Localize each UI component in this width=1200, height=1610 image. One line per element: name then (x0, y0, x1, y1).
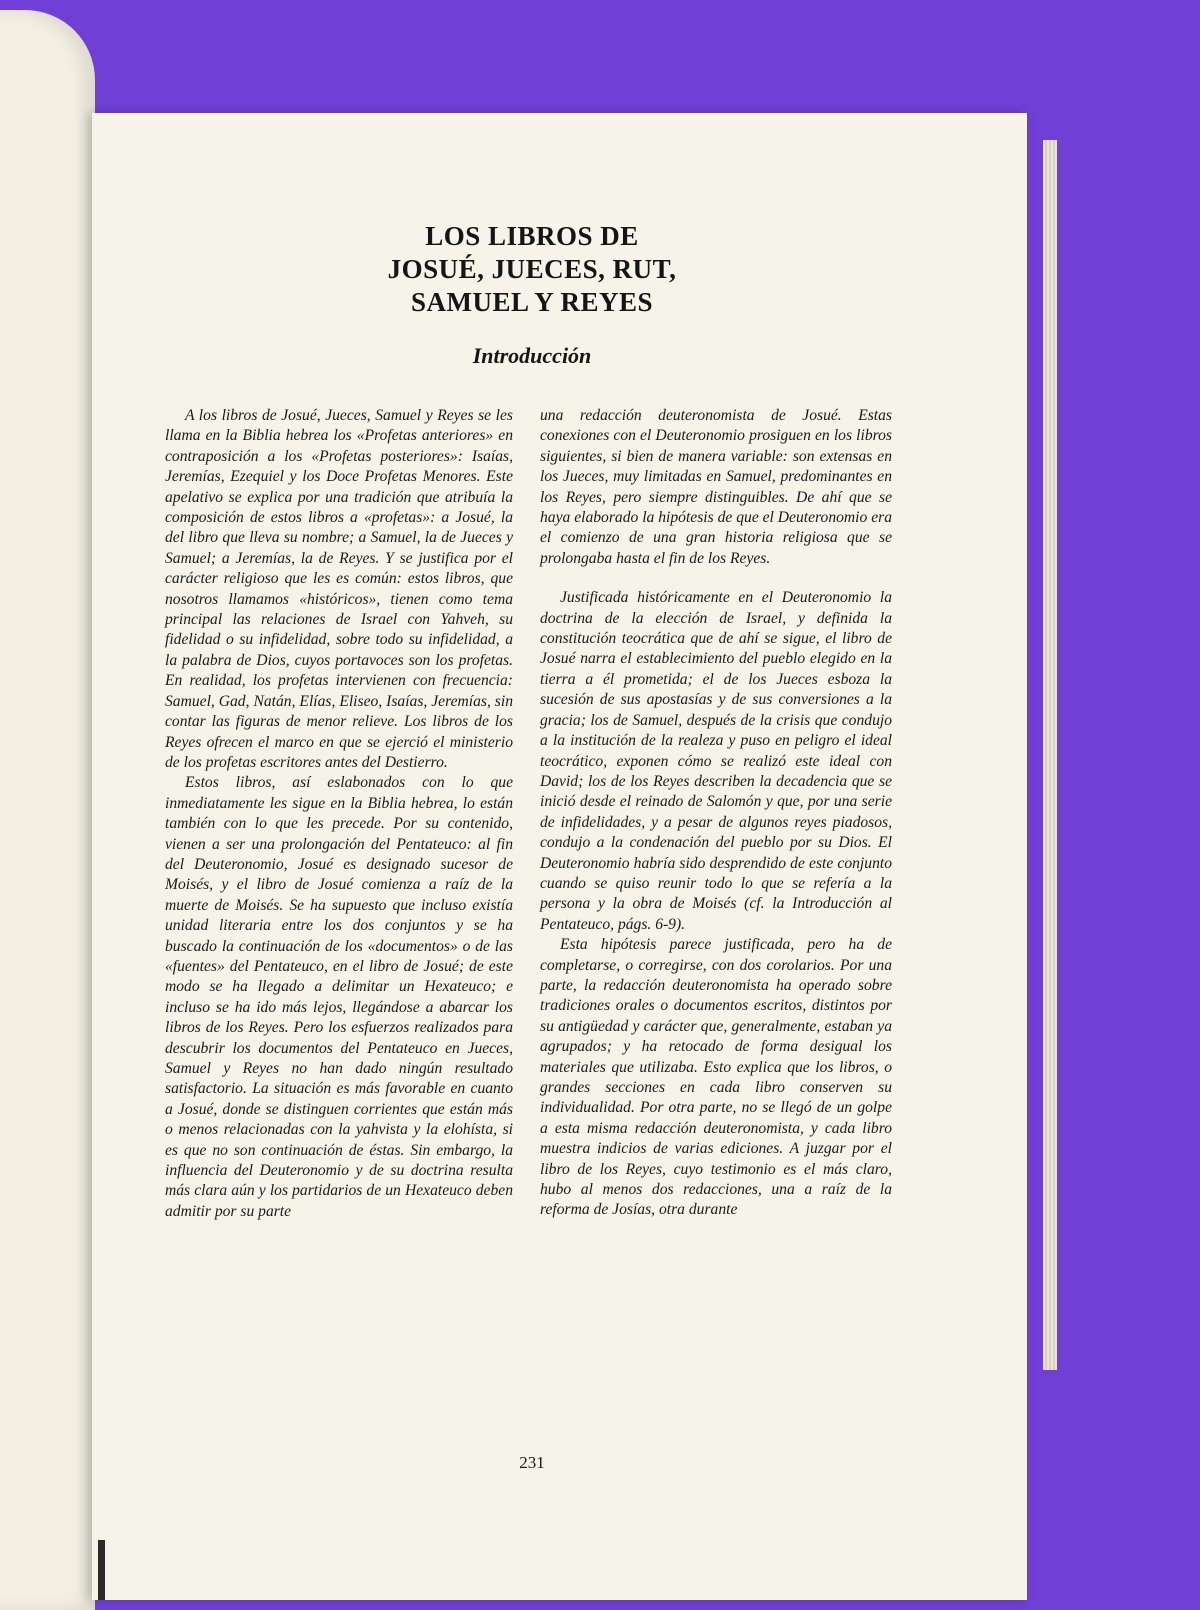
paragraph: una redacción deuteronomista de Josué. Estas conexiones con el Deuteronomio prosiguen en los libros siguientes, si bien de manera variable: son extensas en los Jueces, muy limitadas en Samuel, predominantes en los Reyes, pero siempre distinguibles. De ahí que se haya elaborado la hipótesis de que el Deuteronomio era el comienzo de una gran historia religiosa que se prolongaba hasta el fin de los Reyes. (540, 407, 892, 567)
title-line-2: JOSUÉ, JUECES, RUT, (387, 254, 677, 284)
page-stack-edge (1043, 140, 1057, 1370)
section-heading: Introducción (472, 343, 592, 368)
left-text-column (165, 406, 513, 1222)
paragraph: A los libros de Josué, Jueces, Samuel y Reyes se les llama en la Biblia hebrea los «Profetas anteriores» en contraposición a los «Profetas posteriores»: Isaías, Jeremías, Ezequiel y los Doce Profetas Menores. Este apelativo se explica por una tradición que atribuía la composición de estos libros a «profetas»: a Josué, la del libro que lleva su nombre; a Samuel, la de Jueces y Samuel; a Jeremías, la de Reyes. Y se justifica por el carácter religioso que les es común: estos libros, que nosotros llamamos «históricos», tienen como tema principal las relaciones de Israel con Yahveh, su fidelidad o su infidelidad, sobre todo su infidelidad, a la palabra de Dios, cuyos portavoces son los profetas. En realidad, los profetas intervienen con frecuencia: Samuel, Gad, Natán, Elías, Eliseo, Isaías, Jeremías, sin contar las figuras de menor relieve. Los libros de los Reyes ofrecen el marco en que se ejerció el ministerio de los profetas escritores antes del Destierro. (165, 407, 513, 771)
title-line-1: LOS LIBROS DE (425, 221, 639, 251)
page-number: 231 (519, 1453, 545, 1472)
paragraph: Esta hipótesis parece justificada, pero ha de completarse, o corregirse, con dos corolarios. Por una parte, la redacción deuteronomista ha operado sobre tradiciones orales o documentos escritos, distintos por su antigüedad y carácter que, generalmente, estaban ya agrupados; y ha retocado de forma desigual los materiales que utilizaba. Esto explica que los libros, o grandes secciones en cada libro conserven su individualidad. Por otra parte, no se llegó de un golpe a esta misma redacción deuteronomista, y cada libro muestra indicios de varias ediciones. A juzgar por el libro de los Reyes, cuyo testimonio es el más claro, hubo al menos dos redacciones, una a raíz de la reforma de Josías, otra durante (540, 936, 892, 1219)
facing-page-edge (0, 10, 95, 1610)
book-page (92, 113, 1027, 1600)
page-title (92, 220, 972, 319)
paragraph: Estos libros, así eslabonados con lo que inmediatamente les sigue en la Biblia hebrea, lo están también con lo que les precede. Por su contenido, vienen a ser una prolongación del Pentateuco: al fin del Deuteronomio, Josué es designado sucesor de Moisés, y el libro de Josué comienza a raíz de la muerte de Moisés. Se ha supuesto que incluso existía unidad literaria entre los dos conjuntos y se ha buscado la continuación de los «documentos» o de las «fuentes» del Pentateuco, en el libro de Josué; de este modo se ha llegado a delimitar un Hexateuco; e incluso se ha ido más lejos, llegándose a abarcar los libros de los Reyes. Pero los esfuerzos realizados para descubrir los documentos del Pentateuco en Jueces, Samuel y Reyes no han dado ningún resultado satisfactorio. La situación es más favorable en cuanto a Josué, donde se distinguen corrientes que están más o menos relacionadas con la yahvista y la elohísta, si es que no son continuación de éstas. Sin embargo, la influencia del Deuteronomio y de su doctrina resulta más clara aún y los partidarios de un Hexateuco deben admitir por su parte (165, 774, 513, 1220)
title-line-3: SAMUEL Y REYES (410, 287, 654, 317)
paragraph: Justificada históricamente en el Deuteronomio la doctrina de la elección de Israel, y definida la constitución teocrática que de ahí se sigue, el libro de Josué narra el establecimiento del pueblo elegido en la tierra a él prometida; el de los Jueces esboza la sucesión de sus apostasías y de sus conversiones a la gracia; los de Samuel, después de la crisis que condujo a la institución de la realeza y puso en peligro el ideal teocrático, exponen cómo se realizó este ideal con David; los de los Reyes describen la decadencia que se inició desde el reinado de Salomón y que, por una serie de infidelidades, y a pesar de algunos reyes piadosos, condujo a la condenación del pueblo por su Dios. El Deuteronomio habría sido desprendido de este conjunto cuando se quiso reunir todo lo que se refería a la persona y la obra de Moisés (cf. la Introducción al Pentateuco, págs. 6-9). (540, 589, 892, 933)
right-text-column (540, 406, 892, 1221)
ribbon-bookmark (98, 1540, 105, 1600)
